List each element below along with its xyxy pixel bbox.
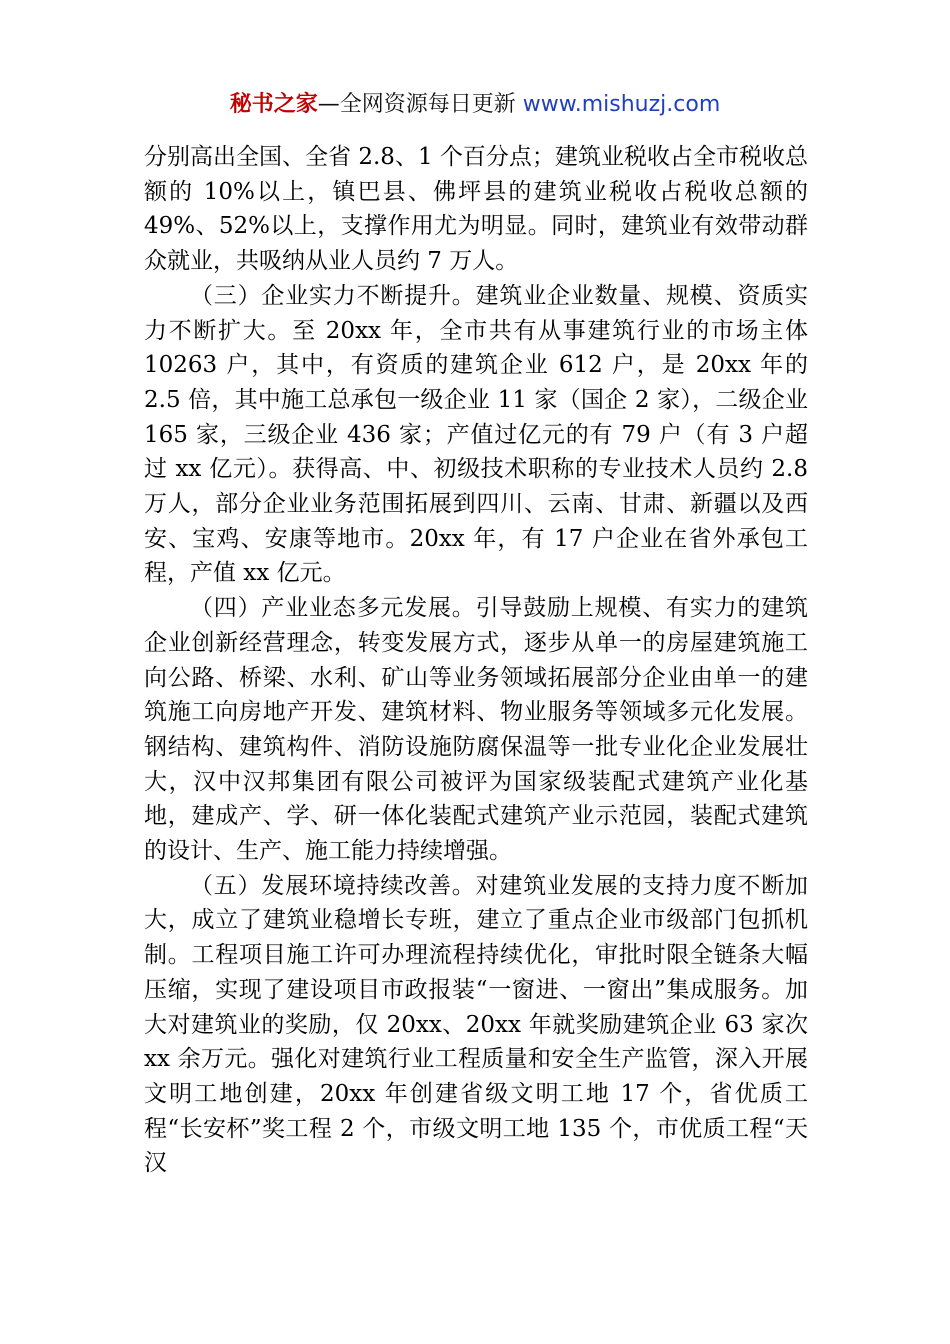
paragraph-industry-diversification: （四）产业业态多元发展。引导鼓励上规模、有实力的建筑企业创新经营理念，转变发展方式，逐步从单一的房屋建筑施工向公路、桥梁、水利、矿山等业务领域拓展部分企业由单一的建筑施工向房地产开发、建筑材料、物业服务等领域多元化发展。钢结构、建筑构件、消防设施防腐保温等一批专业化企业发展壮大，汉中汉邦集团有限公司被评为国家级装配式建筑产业化基地，建成产、学、研一体化装配式建筑产业示范园，装配式建筑的设计、生产、施工能力持续增强。 xyxy=(144,595,808,865)
paragraph-environment-improvement: （五）发展环境持续改善。对建筑业发展的支持力度不断加大，成立了建筑业稳增长专班，建立了重点企业市级部门包抓机制。工程项目施工许可办理流程持续优化，审批时限全链条大幅压缩，实现了建设项目市政报装“一窗进、一窗出”集成服务。加大对建筑业的奖励，仅 20xx、20xx 年就奖励建筑企业 63 家次 xx 余万元。强化对建筑行业工程质量和安全生产监管，深入开展文明工地创建，20xx 年创建省级文明工地 17 个，省优质工程“长安杯”奖工程 2 个，市级文明工地 135 个，市优质工程“天汉 xyxy=(144,872,808,1177)
paragraph-enterprise-strength: （三）企业实力不断提升。建筑业企业数量、规模、资质实力不断扩大。至 20xx 年，全市共有从事建筑行业的市场主体 10263 户，其中，有资质的建筑企业 612 户，是 20xx 年的 2.5 倍，其中施工总承包一级企业 11 家（国企 2 家），二级企业 165 家，三级企业 436 家；产值过亿元的有 79 户（有 3 户超过 xx 亿元）。获得高、中、初级技术职称的专业技术人员约 2.8 万人，部分企业业务范围拓展到四川、云南、甘肃、新疆以及西安、宝鸡、安康等地市。20xx 年，有 17 户企业在省外承包工程，产值 xx 亿元。 xyxy=(144,282,808,587)
document-body xyxy=(144,140,808,1181)
site-url-link[interactable]: www.mishuzj.com xyxy=(522,92,721,117)
header-tagline: —全网资源每日更新 xyxy=(317,92,523,117)
site-header xyxy=(0,88,950,122)
paragraph-continuation: 分别高出全国、全省 2.8、1 个百分点；建筑业税收占全市税收总额的 10%以上，镇巴县、佛坪县的建筑业税收占税收总额的 49%、52%以上，支撑作用尤为明显。同时，建筑业有效带动群众就业，共吸纳从业人员约 7 万人。 xyxy=(144,144,808,275)
brand-name: 秘书之家 xyxy=(229,92,318,117)
